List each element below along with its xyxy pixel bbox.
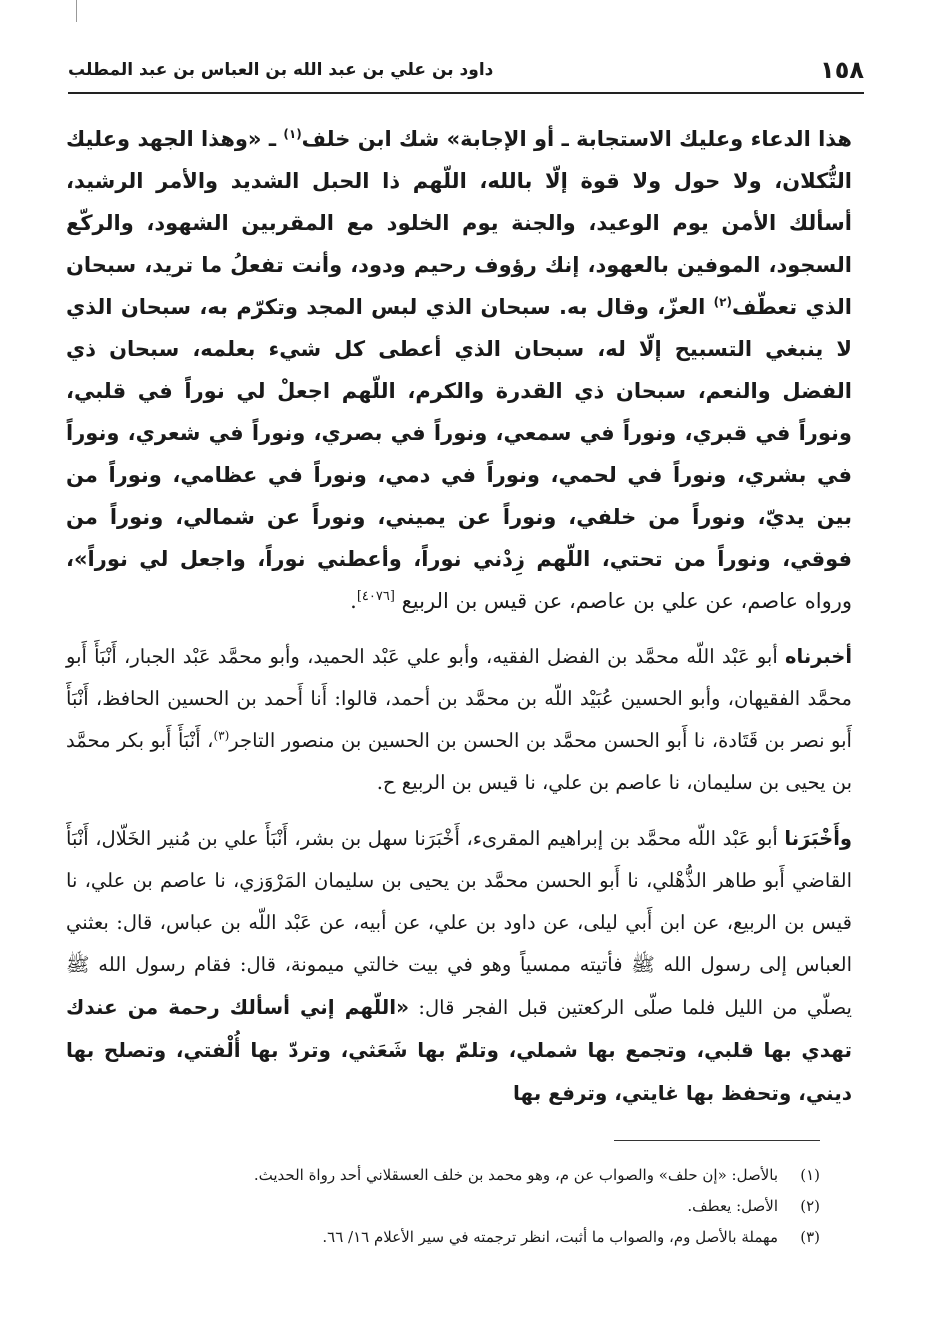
narration-line: [350, 589, 852, 613]
isnad-keyword: أخبرناه: [785, 645, 852, 668]
hadith-text: «اللّهم إني أسألك رحمة من عندك تهدي بها قلبي، وتجمع بها شملي، وتلمّ بها شَعَثي، وتردّ بها أُلْفتي، وتصلح بها ديني، وتحفظ بها غايتي، وترفع بها: [66, 995, 852, 1105]
footnote-number: (١): [800, 1166, 820, 1184]
hadith-number-tag: [٤٠٧٦]: [356, 589, 395, 604]
footnote-ref-2: (٢): [713, 295, 732, 309]
footnote: [66, 1222, 820, 1253]
text-segment: ورواه عاصم، عن علي بن عاصم، عن قيس بن الربيع: [401, 589, 852, 613]
text-segment: ـ «وهذا الجهد وعليك التُّكلان، ولا حول ولا قوة إلّا بالله، اللّهم ذا الحبل الشديد والأمر الرشيد، أسألك الأمن يوم الوعيد، والجنة يوم الخلود مع المقربين الشهود، والركّع السجود، الموفين بالعهود، إنك رؤوف رحيم ودود، وأنت تفعلُ ما تريد، سبحان الذي تعطّف: [66, 127, 852, 319]
text-segment: أبو عَبْد اللّه محمَّد بن الفضل الفقيه، وأبو علي عَبْد الحميد، وأبو محمَّد عَبْد الجبار، أَنْبَأَ أَبو محمَّد الفقيهان، وأبو الحسين عُبَيْد اللّه بن محمَّد بن أحمد، قالوا: أَنا أَحمد بن الحسين الحافظ، أَنْبَأَ أَبو نصر بن قَتَادة، نا أَبو الحسن محمَّد بن الحسن بن الحسين بن منصور التاجر: [66, 645, 852, 752]
text-segment: العزّ، وقال به. سبحان الذي لبس المجد وتكرّم به، سبحان الذي لا ينبغي التسبيح إلّا له، سبحان الذي أعطى كل شيء بعلمه، سبحان ذي الفضل والنعم، سبحان ذي القدرة والكرم، اللّهم اجعلْ لي نوراً في قلبي، ونوراً في قبري، ونوراً في سمعي، ونوراً في بصري، ونوراً في شعري، ونوراً في بشري، ونوراً في لحمي، ونوراً في دمي، ونوراً في عظامي، ونوراً من بين يديّ، ونوراً من خلفي، ونوراً عن يميني، ونوراً عن شمالي، ونوراً من فوقي، ونوراً من تحتي، اللّهم زِدْني نوراً، وأعطني نوراً، واجعل لي نوراً»،: [66, 295, 852, 571]
page-header: [68, 48, 864, 92]
isnad-keyword: وأَخْبَرَنا: [784, 827, 852, 850]
footnote: [66, 1191, 820, 1222]
text-segment: ، أَنْبَأَ أَبو بكر محمَّد بن يحيى بن سليمان، نا عاصم بن علي، نا قيس بن الربيع ح.: [66, 729, 852, 794]
text-segment: .: [350, 589, 357, 613]
footnote-number: (٢): [800, 1197, 820, 1215]
page-number: ١٥٨: [820, 56, 864, 84]
footnote-ref-3: (٣): [213, 728, 230, 743]
text-segment: هذا الدعاء وعليك الاستجابة ـ أو الإجابة» شك ابن خلف: [301, 127, 852, 151]
footnote-text: الأصل: يعطف.: [687, 1197, 778, 1215]
paragraph-1: [66, 118, 852, 622]
footnote-text: مهملة بالأصل وم، والصواب ما أثبت، انظر ترجمته في سير الأعلام ١٦/ ٦٦.: [322, 1228, 778, 1246]
text-segment: أبو عَبْد اللّه محمَّد بن إبراهيم المقرىء، أَخْبَرَنا سهل بن بشر، أَنْبَأَ علي بن مُنير الخَلّال، أَنْبَأَ القاضي أَبو طاهر الذُّهْلي، نا أَبو الحسن محمَّد بن يحيى بن سليمان المَرْوَزي، نا عاصم بن علي، نا قيس بن الربيع، عن ابن أَبي ليلى، عن داود بن علي، عن أبيه، عن عَبْد اللّه بن عباس، قال: بعثني العباس إلى رسول الله ﷺ فأتيته ممسياً وهو في بيت خالتي ميمونة، قال: فقام رسول الله ﷺ يصلّي من الليل فلما صلّى الركعتين قبل الفجر قال:: [66, 827, 852, 1019]
paragraph-2: [66, 636, 852, 804]
footnote: [66, 1160, 820, 1191]
running-title: داود بن علي بن عبد الله بن العباس بن عبد المطلب: [68, 60, 494, 80]
header-rule: [68, 92, 864, 94]
scan-margin-line: [76, 0, 77, 22]
footnote-separator: [614, 1140, 820, 1141]
hadith-text: [66, 127, 852, 571]
paragraph-3: [66, 818, 852, 1115]
footnotes: [66, 1160, 820, 1253]
footnote-number: (٣): [800, 1228, 820, 1246]
footnote-ref-1: (١): [283, 127, 302, 141]
main-text: [66, 118, 852, 1115]
footnote-text: بالأصل: «إن حلف» والصواب عن م، وهو محمد بن خلف العسقلاني أحد رواة الحديث.: [253, 1166, 778, 1184]
